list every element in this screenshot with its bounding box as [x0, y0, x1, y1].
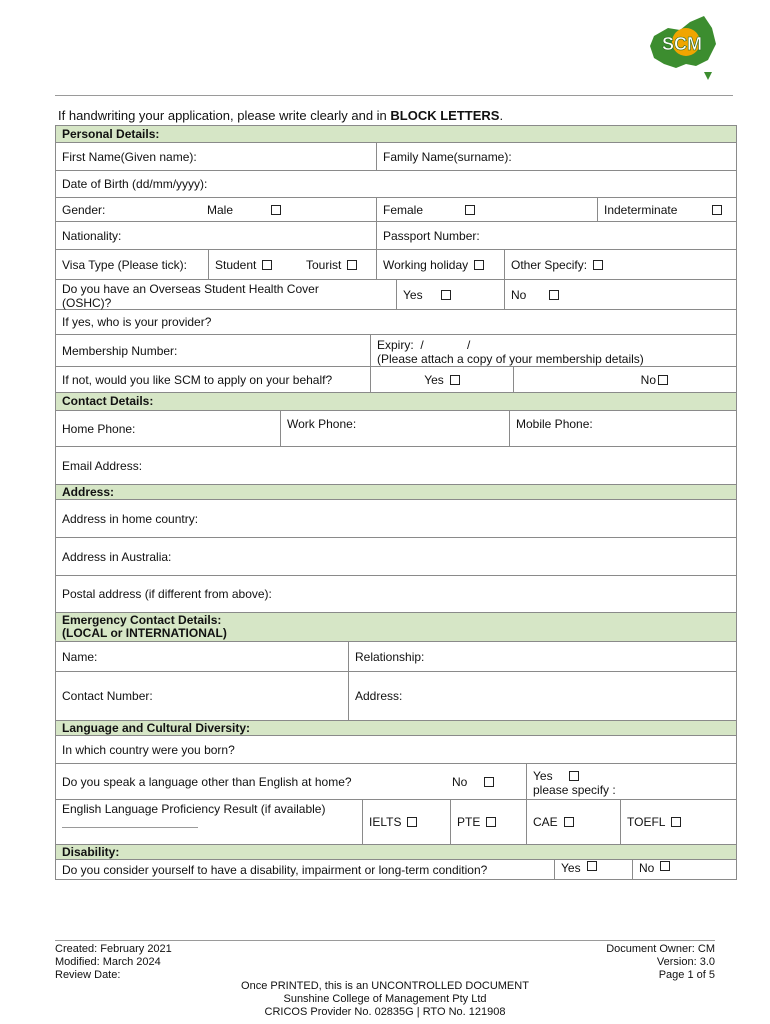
disability-question: Do you consider yourself to have a disability, impairment or long-term condition? — [62, 862, 488, 877]
work-phone-field[interactable]: Work Phone: — [280, 411, 509, 446]
gender-label: Gender: — [62, 202, 106, 217]
gender-female-option[interactable]: Female — [376, 198, 597, 221]
relationship-field[interactable]: Relationship: — [348, 642, 736, 671]
student-checkbox[interactable] — [262, 260, 272, 270]
passport-field[interactable]: Passport Number: — [376, 222, 736, 249]
footer-document-info — [606, 943, 715, 982]
logo-text: SCM — [662, 34, 702, 54]
ielts-checkbox[interactable] — [407, 817, 417, 827]
visa-working-holiday-option[interactable]: Working holiday — [376, 250, 504, 279]
gender-indeterminate-option[interactable]: Indeterminate — [597, 198, 736, 221]
emergency-address-field[interactable]: Address: — [348, 672, 736, 720]
footer-dates — [55, 943, 172, 982]
mobile-phone-field[interactable]: Mobile Phone: — [509, 411, 736, 446]
disability-row — [55, 860, 737, 880]
disability-no-option[interactable]: No — [632, 860, 736, 879]
scm-logo — [646, 14, 718, 82]
visa-other-option[interactable]: Other Specify: — [504, 250, 736, 279]
visa-student-option[interactable]: Student — [208, 250, 300, 279]
tourist-checkbox[interactable] — [347, 260, 357, 270]
australia-address-field[interactable]: Address in Australia: — [62, 549, 172, 564]
footer-notice — [0, 980, 770, 1019]
home-phone-field[interactable]: Home Phone: — [62, 421, 136, 436]
apply-yes-option[interactable]: Yes — [370, 367, 513, 392]
apply-yes-checkbox[interactable] — [450, 375, 460, 385]
apply-no-option[interactable]: No — [513, 367, 736, 392]
proficiency-result-line[interactable] — [62, 819, 198, 828]
dob-row — [55, 171, 737, 198]
emergency-name-row — [55, 642, 737, 672]
enrolment-form — [55, 125, 737, 880]
disability-header: Disability: — [55, 845, 737, 860]
pte-checkbox[interactable] — [486, 817, 496, 827]
created-date: Created: February 2021 — [55, 943, 172, 955]
document-version: Version: 3.0 — [656, 956, 715, 968]
provider-row — [55, 310, 737, 335]
disability-yes-checkbox[interactable] — [587, 861, 597, 871]
other-language-no-option[interactable]: No — [446, 764, 526, 799]
language-header: Language and Cultural Diversity: — [55, 721, 737, 736]
born-row — [55, 736, 737, 764]
dob-field[interactable]: Date of Birth (dd/mm/yyyy): — [62, 177, 208, 191]
document-owner: Document Owner: CM — [606, 943, 715, 955]
modified-date: Modified: March 2024 — [55, 956, 161, 968]
postal-address-row — [55, 576, 737, 613]
cae-checkbox[interactable] — [564, 817, 574, 827]
working-holiday-checkbox[interactable] — [474, 260, 484, 270]
emergency-header: Emergency Contact Details: (LOCAL or INTERNATIONAL) — [55, 613, 737, 642]
postal-address-field[interactable]: Postal address (if different from above): — [62, 587, 272, 601]
personal-details-header: Personal Details: — [55, 125, 737, 143]
male-checkbox[interactable] — [271, 205, 281, 215]
expiry-field[interactable]: Expiry: / / (Please attach a copy of your membership details) — [370, 335, 736, 366]
cricos-number: CRICOS Provider No. 02835G | RTO No. 121908 — [264, 1006, 506, 1018]
contact-details-header: Contact Details: — [55, 393, 737, 411]
pte-option[interactable]: PTE — [450, 800, 526, 844]
nationality-row — [55, 222, 737, 250]
page-number: Page 1 of 5 — [658, 969, 715, 981]
address-header: Address: — [55, 485, 737, 500]
apply-no-checkbox[interactable] — [658, 375, 668, 385]
contact-number-field[interactable]: Contact Number: — [62, 689, 153, 703]
other-language-yes-checkbox[interactable] — [569, 771, 579, 781]
oshc-question: Do you have an Overseas Student Health Cover (OSHC)? — [62, 281, 319, 310]
toefl-option[interactable]: TOEFL — [620, 800, 736, 844]
footer-rule — [55, 940, 715, 941]
oshc-yes-checkbox[interactable] — [441, 290, 451, 300]
proficiency-row — [55, 800, 737, 845]
provider-field[interactable]: If yes, who is your provider? — [62, 315, 212, 329]
female-checkbox[interactable] — [465, 205, 475, 215]
intro-text: If handwriting your application, please write clearly and in BLOCK LETTERS. — [58, 108, 504, 123]
company-name: Sunshine College of Management Pty Ltd — [283, 993, 487, 1005]
uncontrolled-notice: Once PRINTED, this is an UNCONTROLLED DOCUMENT — [241, 980, 529, 992]
oshc-row — [55, 280, 737, 310]
emergency-name-field[interactable]: Name: — [62, 649, 98, 664]
gender-male-option[interactable]: Male — [201, 198, 376, 221]
review-date: Review Date: — [55, 969, 121, 981]
family-name-field[interactable]: Family Name(surname): — [376, 143, 736, 170]
proficiency-label: English Language Proficiency Result (if available) — [56, 800, 362, 844]
apply-question: If not, would you like SCM to apply on your behalf? — [62, 372, 333, 387]
cae-option[interactable]: CAE — [526, 800, 620, 844]
visa-type-label: Visa Type (Please tick): — [62, 257, 187, 272]
other-language-yes-option[interactable]: Yes please specify : — [526, 764, 736, 799]
indeterminate-checkbox[interactable] — [712, 205, 722, 215]
disability-no-checkbox[interactable] — [660, 861, 670, 871]
australia-address-row — [55, 538, 737, 576]
membership-row — [55, 335, 737, 367]
home-country-address-field[interactable]: Address in home country: — [62, 511, 199, 526]
membership-field[interactable]: Membership Number: — [62, 343, 178, 358]
other-checkbox[interactable] — [593, 260, 603, 270]
other-language-question: Do you speak a language other than English at home? — [62, 774, 352, 789]
header-rule — [55, 95, 733, 96]
gender-row — [55, 198, 737, 222]
disability-yes-option[interactable]: Yes — [554, 860, 632, 879]
emergency-contact-row — [55, 672, 737, 721]
toefl-checkbox[interactable] — [671, 817, 681, 827]
born-country-field[interactable]: In which country were you born? — [62, 742, 235, 757]
ielts-option[interactable]: IELTS — [362, 800, 450, 844]
phone-row — [55, 411, 737, 447]
first-name-field[interactable]: First Name(Given name): — [62, 149, 197, 164]
visa-tourist-option[interactable]: Tourist — [300, 250, 376, 279]
visa-row — [55, 250, 737, 280]
email-row — [55, 447, 737, 485]
apply-row — [55, 367, 737, 393]
home-country-address-row — [55, 500, 737, 538]
other-language-no-checkbox[interactable] — [484, 777, 494, 787]
other-language-row — [55, 764, 737, 800]
oshc-no-checkbox[interactable] — [549, 290, 559, 300]
name-row — [55, 143, 737, 171]
email-field[interactable]: Email Address: — [62, 458, 143, 473]
nationality-field[interactable]: Nationality: — [62, 228, 122, 243]
oshc-no-option[interactable]: No — [504, 280, 736, 309]
oshc-yes-option[interactable]: Yes — [396, 280, 504, 309]
